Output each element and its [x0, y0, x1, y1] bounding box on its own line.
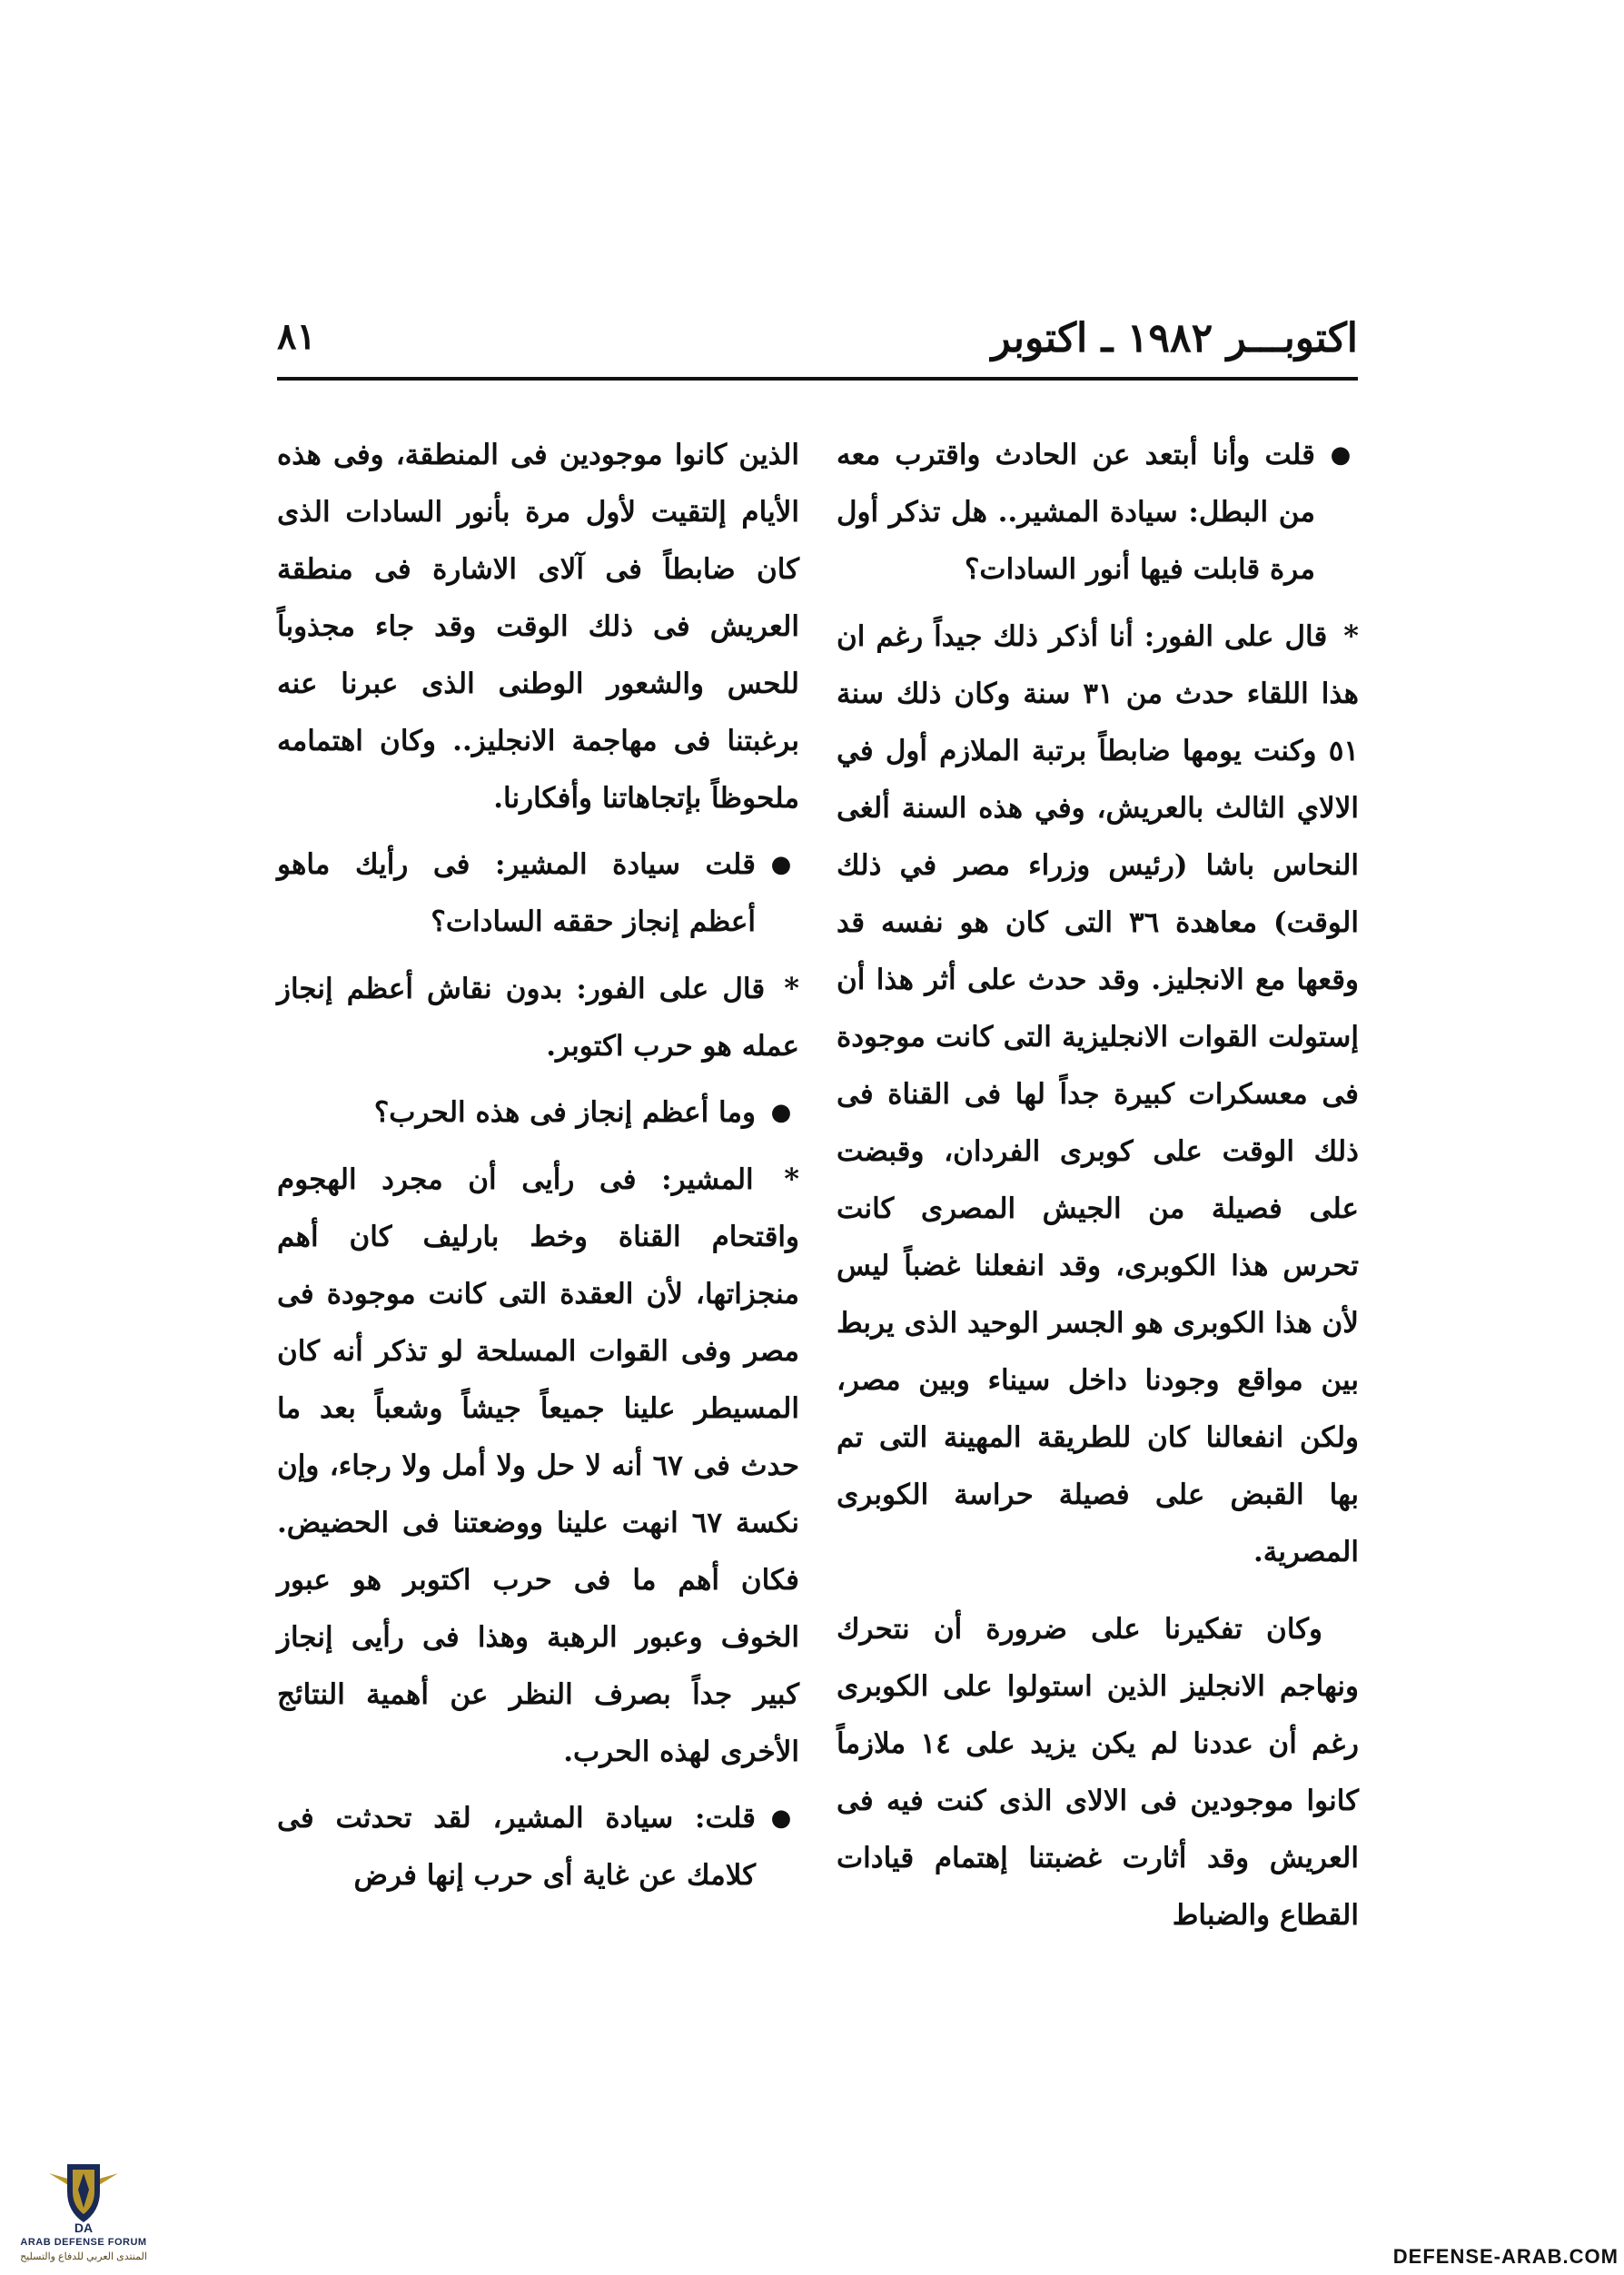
interview-question	[277, 1790, 799, 1904]
bullet-icon: ●	[770, 1099, 792, 1126]
paragraph-text: وكان تفكيرنا على ضرورة أن نتحرك ونهاجم الانجليز الذين استولوا على الكوبرى رغم أن عددنا لم يكن يزيد على ١٤ ملازماً كانوا موجودين فى الالاى الذى كنت فيه فى العريش وقد أثارت غضبتنا إهتمام قيادات القطاع والضباط	[837, 1613, 1359, 1932]
continued-paragraph	[277, 427, 799, 827]
star-icon: *	[784, 1162, 799, 1196]
forum-logo	[11, 2157, 156, 2270]
answer-text: قال على الفور: أنا أذكر ذلك جيداً رغم ان هذا اللقاء حدث من ٣١ سنة وكان ذلك سنة ٥١ وكنت يومها ضابطاً برتبة الملازم أول في الالاي الثالث بالعريش، وفي هذه السنة ألغى النحاس باشا (رئيس وزراء مصر في ذلك الوقت) معاهدة ٣٦ التى كان هو نفسه قد وقعها مع الانجليز. وقد حدث على أثر هذا أن إستولت القوات الانجليزية التى كانت موجودة فى معسكرات كبيرة جداً لها فى القناة فى ذلك الوقت على كوبرى الفردان، وقبضت على فصيلة من الجيش المصرى كانت تحرس هذا الكوبرى، وقد انفعلنا غضباً ليس لأن هذا الكوبرى هو الجسر الوحيد الذى يربط بين مواقع وجودنا داخل سيناء وبين مصر، ولكن انفعالنا كان للطريقة المهينة التى تم بها القبض على فصيلة حراسة الكوبرى المصرية.	[837, 620, 1360, 1568]
interview-answer	[837, 608, 1359, 1581]
star-icon: *	[1343, 618, 1359, 653]
answer-text: المشير: فى رأيى أن مجرد الهجوم واقتحام القناة وخط بارليف كان أهم منجزاتها، لأن العقدة التى كانت موجودة فى مصر وفى القوات المسلحة لو تذكر أنه كان المسيطر علينا جميعاً جيشاً وشعباً بعد ما حدث فى ٦٧ أنه لا حل ولا أمل ولا رجاء، وإن نكسة ٦٧ انهت علينا ووضعتنا فى الحضيض. فكان أهم ما فى حرب اكتوبر هو عبور الخوف وعبور الرهبة وهذا فى رأيى إنجاز كبير جداً بصرف النظر عن أهمية النتائج الأخرى لهذه الحرب.	[277, 1163, 799, 1768]
star-icon: *	[784, 971, 799, 1005]
interview-question	[277, 1084, 799, 1142]
bullet-icon: ●	[1330, 441, 1352, 469]
interview-question	[837, 427, 1359, 598]
answer-text: قال على الفور: بدون نقاش أعظم إنجاز عمله هو حرب اكتوبر.	[277, 973, 799, 1063]
interview-answer	[277, 1151, 799, 1781]
question-text: قلت سيادة المشير: فى رأيك ماهو أعظم إنجاز حققه السادات؟	[277, 848, 756, 938]
question-text: وما أعظم إنجاز فى هذه الحرب؟	[373, 1096, 756, 1129]
shield-wings-icon	[47, 2157, 120, 2230]
question-text: قلت: سيادة المشير، لقد تحدثت فى كلامك عن غاية أى حرب إنها فرض	[277, 1802, 756, 1892]
body-paragraph	[837, 1601, 1359, 1944]
bullet-icon: ●	[770, 851, 792, 878]
running-title: اكتوبـــر ١٩٨٢ ـ اكتوبر	[991, 315, 1358, 361]
logo-abbreviation: DA	[74, 2221, 94, 2235]
watermark-site: DEFENSE-ARAB.COM	[1392, 2245, 1619, 2268]
interview-answer	[277, 960, 799, 1075]
page-header	[277, 313, 1358, 381]
paragraph-text: الذين كانوا موجودين فى المنطقة، وفى هذه الأيام إلتقيت لأول مرة بأنور السادات الذى كان ضابطاً فى آلاى الاشارة فى منطقة العريش فى ذلك الوقت وقد جاء مجذوباً للحس والشعور الوطنى الذى عبرنا عنه برغبتنا فى مهاجمة الانجليز.. وكان اهتمامه ملحوظاً بإتجاهاتنا وأفكارنا.	[277, 439, 799, 815]
question-text: قلت وأنا أبتعد عن الحادث واقترب معه من البطل: سيادة المشير.. هل تذكر أول مرة قابلت فيها أنور السادات؟	[837, 439, 1315, 586]
page-number: ٨١	[277, 315, 316, 358]
logo-name: ARAB DEFENSE FORUM	[20, 2237, 147, 2248]
logo-arabic-name: المنتدى العربي للدفاع والتسليح	[20, 2251, 147, 2262]
left-column	[277, 427, 799, 1904]
right-column	[837, 427, 1359, 1944]
bullet-icon: ●	[770, 1805, 792, 1832]
interview-question	[277, 836, 799, 951]
